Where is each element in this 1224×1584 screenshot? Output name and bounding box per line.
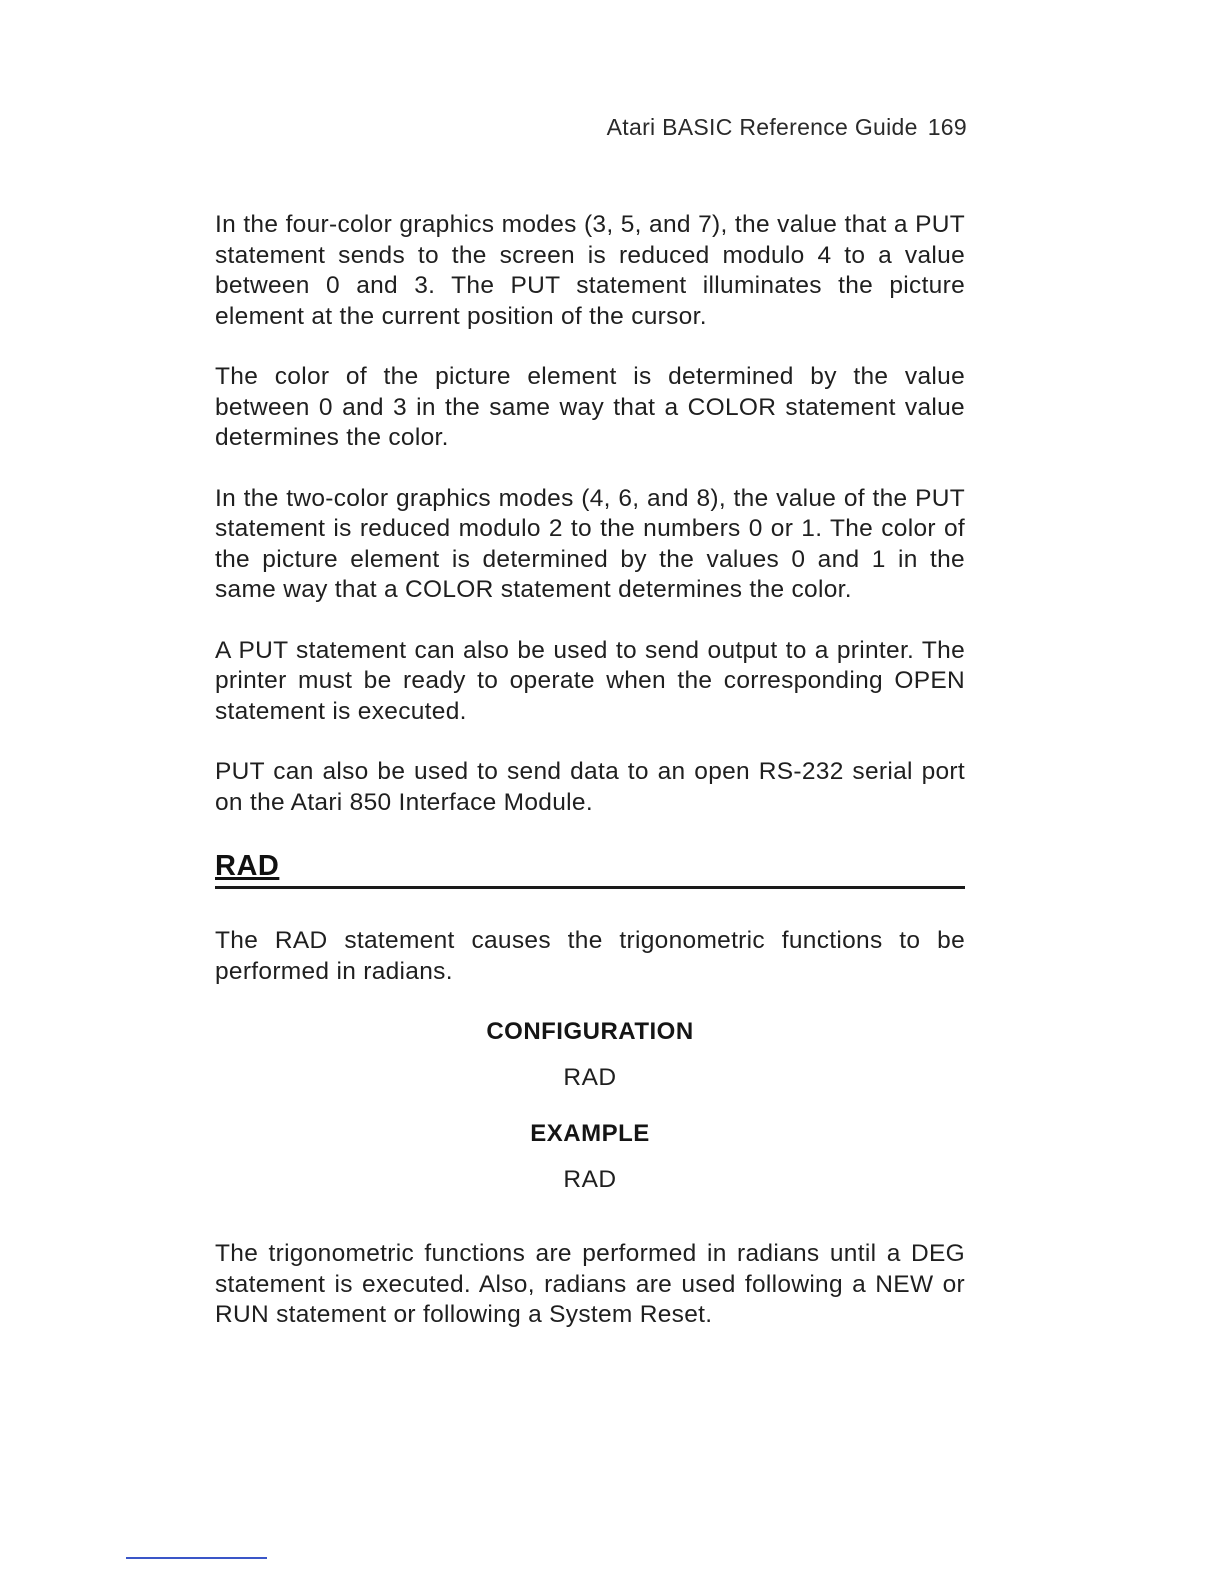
section-heading-text: RAD — [215, 850, 280, 882]
page-number: 169 — [927, 114, 967, 140]
paragraph: In the two-color graphics modes (4, 6, and 8), the value of the PUT statement is reduced modulo 2 to the numbers 0 or 1. The color of the picture element is determined by the values 0 and 1 in the same way that a COLOR statement determines the color. — [215, 484, 965, 603]
section-heading-rad — [215, 848, 965, 889]
closing-paragraph: The trigonometric functions are performed in radians until a DEG statement is executed. Also, radians are used following a NEW or RUN statement or following a System Reset. — [215, 1240, 965, 1328]
configuration-block — [215, 1017, 965, 1093]
running-header — [215, 114, 967, 141]
example-code: RAD — [563, 1166, 617, 1193]
paragraph: A PUT statement can also be used to send output to a printer. The printer must be ready to operate when the corresponding OPEN statement is executed. — [215, 636, 965, 725]
configuration-heading: CONFIGURATION — [486, 1018, 694, 1045]
page-body — [215, 210, 965, 1361]
header-title: Atari BASIC Reference Guide — [606, 114, 918, 140]
section-intro: The RAD statement causes the trigonometric functions to be performed in radians. — [215, 927, 965, 985]
paragraph: The color of the picture element is determined by the value between 0 and 3 in the same way that a COLOR statement value determines the color. — [215, 363, 965, 451]
example-block — [215, 1119, 965, 1195]
paragraph: In the four-color graphics modes (3, 5, and 7), the value that a PUT statement sends to the screen is reduced modulo 4 to a value between 0 and 3. The PUT statement illuminates the picture element at the current position of the cursor. — [215, 211, 965, 330]
configuration-syntax: RAD — [563, 1064, 617, 1091]
footer-rule — [126, 1557, 267, 1559]
paragraph: PUT can also be used to send data to an open RS-232 serial port on the Atari 850 Interface Module. — [215, 758, 965, 816]
example-heading: EXAMPLE — [530, 1120, 650, 1147]
